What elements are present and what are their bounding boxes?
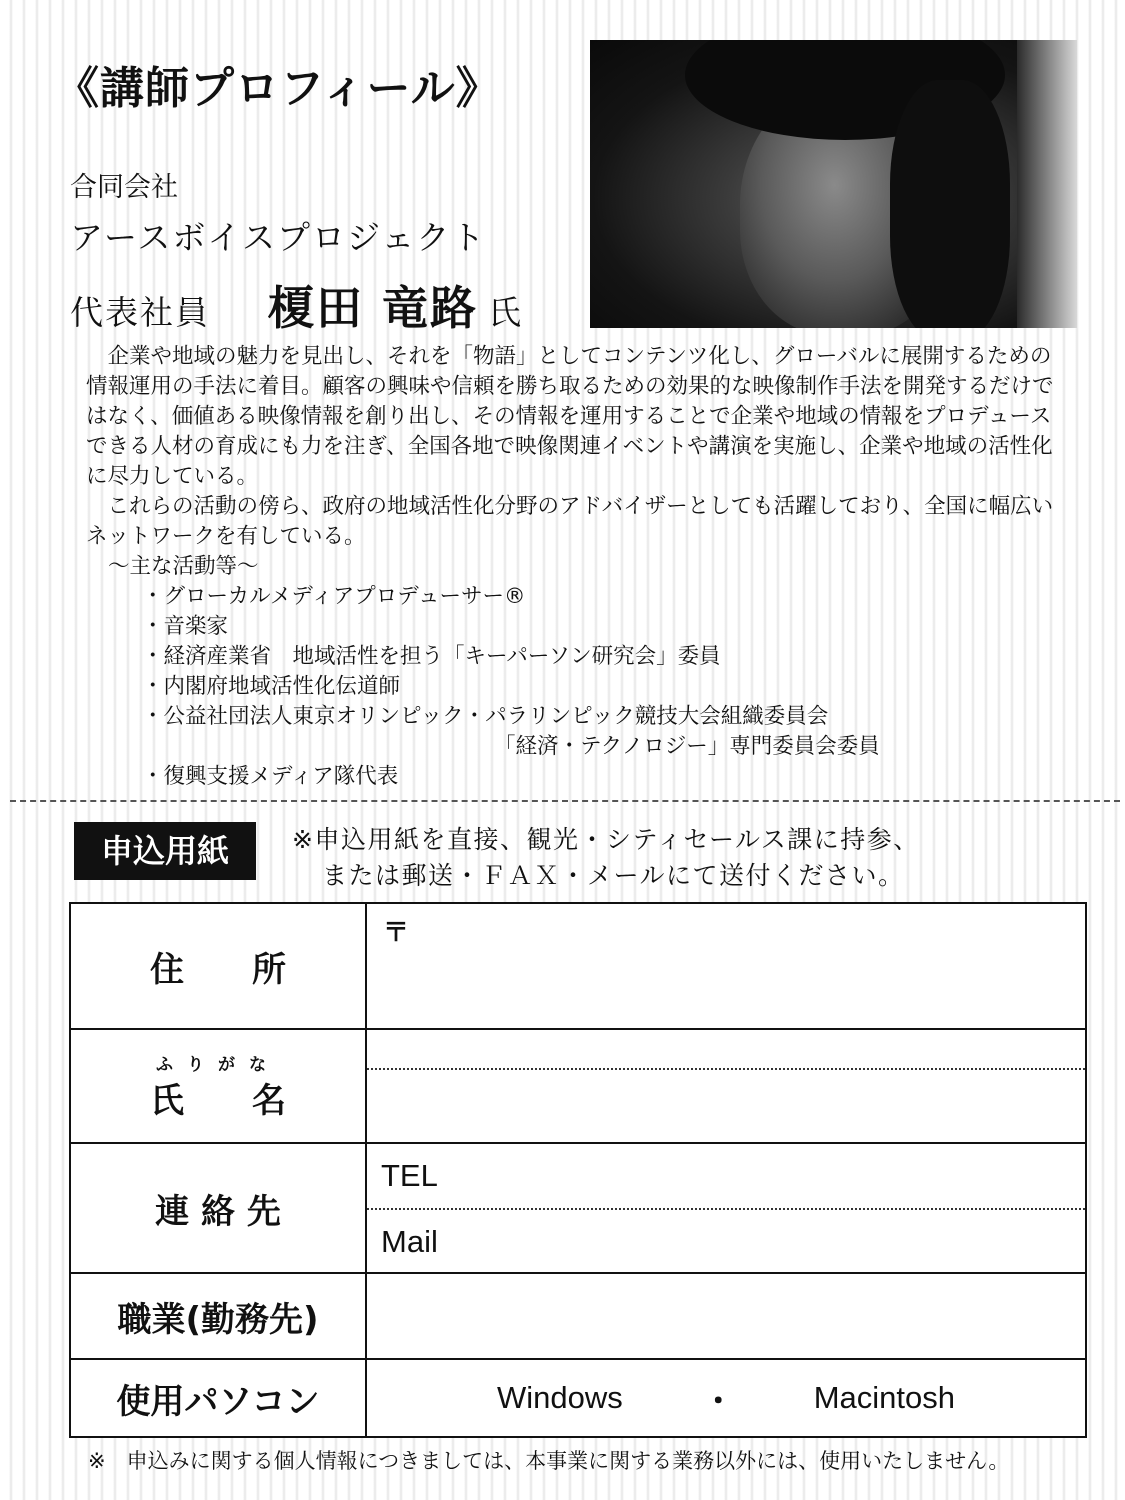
name-field[interactable] <box>366 1029 1086 1143</box>
activity-item: ・経済産業省 地域活性を担う「キーパーソン研究会」委員 <box>142 644 721 669</box>
address-label: 住 所 <box>70 903 366 1029</box>
activities-list <box>86 552 880 792</box>
page-title: 《講師プロフィール》 <box>55 63 501 114</box>
occupation-row <box>70 1273 1086 1359</box>
application-form-table <box>69 902 1087 1438</box>
cut-line-divider <box>10 800 1120 802</box>
pc-label: 使用パソコン <box>70 1359 366 1437</box>
company-type: 合同会社 <box>70 172 178 203</box>
name-label-cell <box>70 1029 366 1143</box>
pc-row <box>70 1359 1086 1437</box>
occupation-label: 職業(勤務先) <box>70 1273 366 1359</box>
notice-line-1: ※申込用紙を直接、観光・シティセールス課に持参、 <box>292 825 920 854</box>
activity-item: ・グローカルメディアプロデューサー® <box>142 584 526 609</box>
address-row <box>70 903 1086 1029</box>
contact-row <box>70 1143 1086 1273</box>
notice-line-2: または郵送・ＦＡＸ・メールにて送付ください。 <box>322 861 905 890</box>
lecturer-name: 榎田 竜路 <box>268 281 479 335</box>
privacy-footnote: ※ 申込みに関する個人情報につきましては、本事業に関する業務以外には、使用いたしません。 <box>88 1449 1010 1473</box>
name-label-wrap <box>150 1050 286 1122</box>
name-row <box>70 1029 1086 1143</box>
tel-label: TEL <box>381 1158 438 1193</box>
pc-field <box>366 1359 1086 1437</box>
submission-notice <box>292 822 920 894</box>
pc-option-windows[interactable]: Windows <box>496 1380 623 1415</box>
lecturer-bio <box>86 342 1071 552</box>
contact-divider <box>367 1208 1085 1210</box>
contact-label: 連 絡 先 <box>70 1143 366 1273</box>
pc-option-separator: ・ <box>702 1383 734 1419</box>
lecturer-name-line <box>70 272 521 338</box>
lecturer-honorific: 氏 <box>488 293 522 332</box>
activities-title: ～主な活動等～ <box>108 554 259 579</box>
name-label: 氏 名 <box>150 1081 286 1121</box>
address-field[interactable] <box>366 903 1086 1029</box>
contact-field[interactable] <box>366 1143 1086 1273</box>
furigana-divider <box>367 1068 1085 1070</box>
postal-mark: 〒 <box>383 918 410 948</box>
company-name: アースボイスプロジェクト <box>70 218 487 257</box>
pc-options <box>367 1360 1085 1436</box>
activity-item: ・音楽家 <box>142 614 229 639</box>
bio-paragraph-2: これらの活動の傍ら、政府の地域活性化分野のアドバイザーとしても活躍しており、全国に幅広いネットワークを有している。 <box>86 494 1054 549</box>
application-form-label: 申込用紙 <box>74 822 256 880</box>
bio-paragraph-1: 企業や地域の魅力を見出し、それを「物語」としてコンテンツ化し、グローバルに展開するための情報運用の手法に着目。顧客の興味や信頼を勝ち取るための効果的な映像制作手法を開発するだけではなく、価値ある映像情報を創り出し、その情報を運用することで企業や地域の情報をプロデュースできる人材の育成にも力を注ぎ、全国各地で映像関連イベントや講演を実施し、企業や地域の活性化に尽力している。 <box>86 344 1054 489</box>
activity-item-continued: 「経済・テクノロジー」専門委員会委員 <box>494 734 880 759</box>
photo-hair-side <box>890 80 1010 328</box>
pc-option-macintosh[interactable]: Macintosh <box>813 1380 955 1415</box>
lecturer-photo <box>590 40 1077 328</box>
activity-item: ・公益社団法人東京オリンピック・パラリンピック競技大会組織委員会 <box>142 704 829 729</box>
activity-item: ・内閣府地域活性化伝道師 <box>142 674 401 699</box>
occupation-field[interactable] <box>366 1273 1086 1359</box>
furigana-label: ふりがな <box>156 1055 280 1075</box>
activity-item: ・復興支援メディア隊代表 <box>142 764 399 789</box>
lecturer-role: 代表社員 <box>70 293 210 332</box>
photo-background <box>1017 40 1077 328</box>
mail-label: Mail <box>381 1224 438 1259</box>
